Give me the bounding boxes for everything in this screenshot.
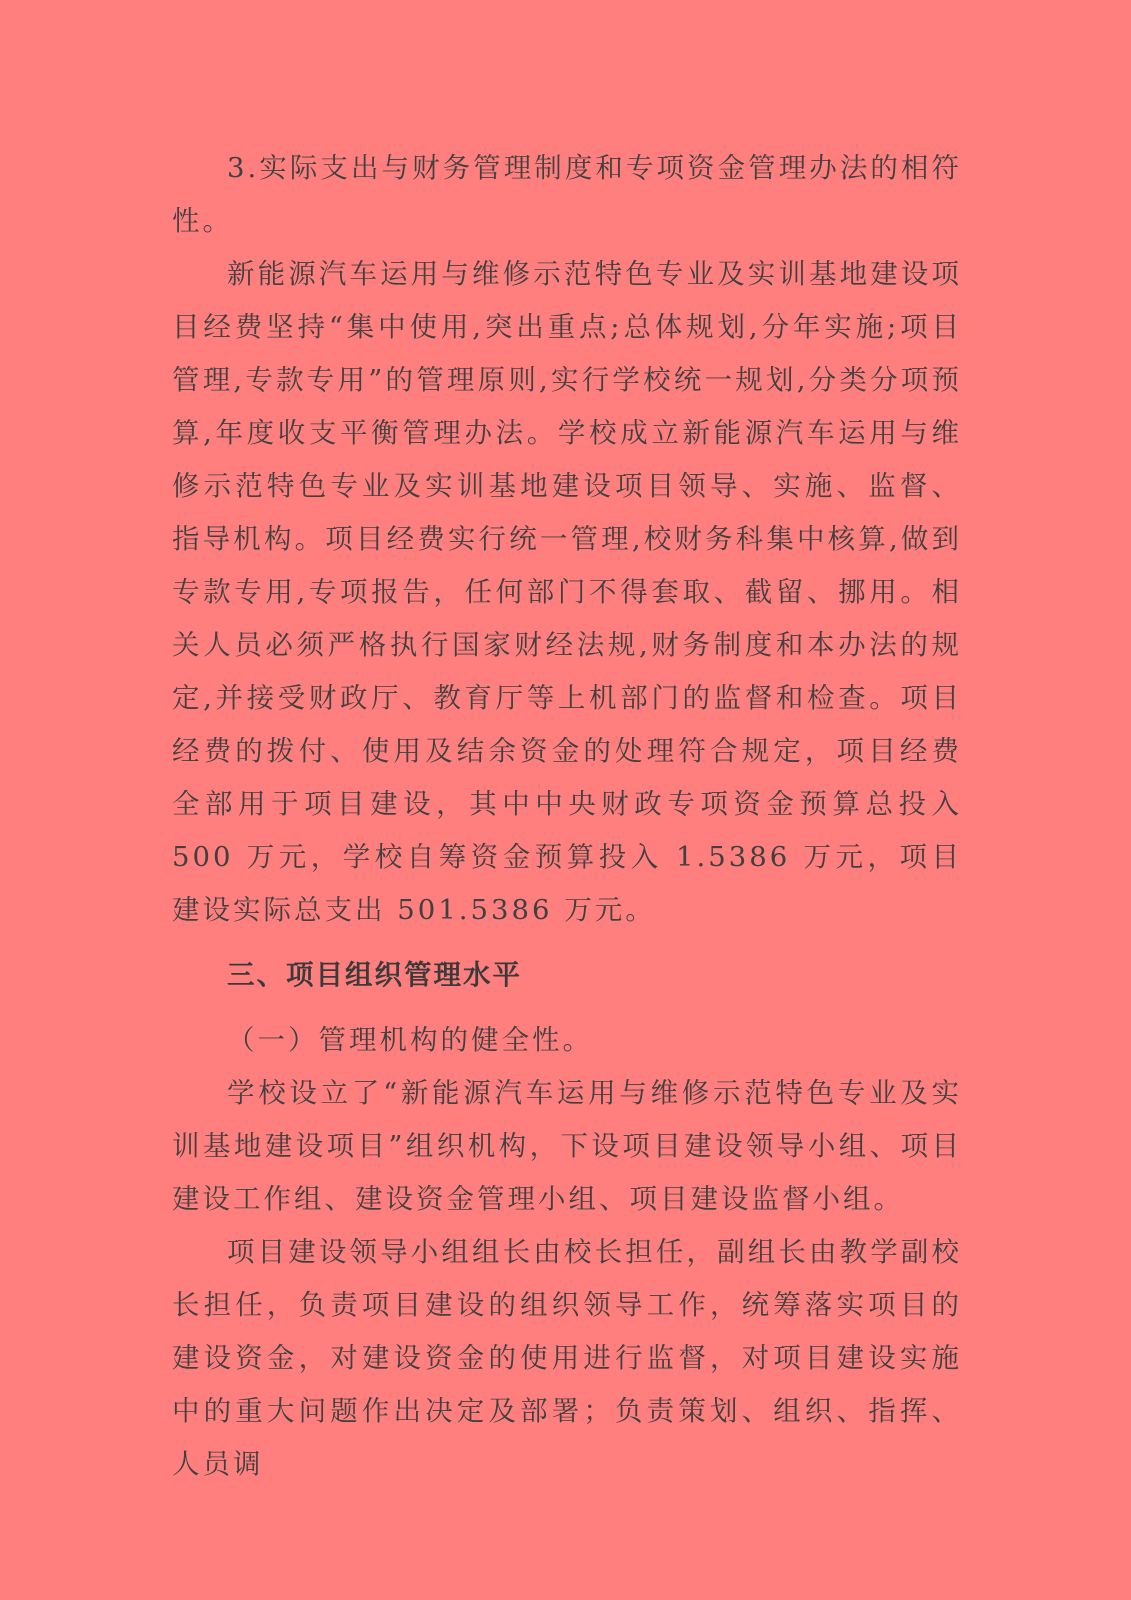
sub1-paragraph-2: 项目建设领导小组组长由校长担任，副组长由教学副校长担任，负责项目建设的组织领导工作，统筹落实项目的建设资金，对建设资金的使用进行监督，对项目建设实施中的重大问题作出决定及部署；负责策划、组织、指挥、人员调 bbox=[172, 1236, 962, 1480]
section3-heading: 三、项目组织管理水平 bbox=[227, 959, 522, 991]
sub1-heading: （一）管理机构的健全性。 bbox=[227, 1024, 593, 1056]
sub1-paragraph-1: 学校设立了“新能源汽车运用与维修示范特色专业及实训基地建设项目”组织机构，下设项目建设领导小组、项目建设工作组、建设资金管理小组、项目建设监督小组。 bbox=[172, 1077, 962, 1215]
item3-body-paragraph: 新能源汽车运用与维修示范特色专业及实训基地建设项目经费坚持“集中使用,突出重点;总体规划,分年实施;项目管理,专款专用”的管理原则,实行学校统一规划,分类分项预算,年度收支平衡管理办法。学校成立新能源汽车运用与维修示范特色专业及实训基地建设项目领导、实施、监督、指导机构。项目经费实行统一管理,校财务科集中核算,做到专款专用,专项报告，任何部门不得套取、截留、挪用。相关人员必须严格执行国家财经法规,财务制度和本办法的规定,并接受财政厅、教育厅等上机部门的监督和检查。项目经费的拨付、使用及结余资金的处理符合规定，项目经费全部用于项目建设，其中中央财政专项资金预算总投入 500 万元，学校自筹资金预算投入 1.5386 万元，项目建设实际总支出 501.5386 万元。 bbox=[172, 258, 962, 926]
document-page bbox=[172, 142, 962, 1491]
item3-title: 3.实际支出与财务管理制度和专项资金管理办法的相符性。 bbox=[172, 152, 962, 237]
